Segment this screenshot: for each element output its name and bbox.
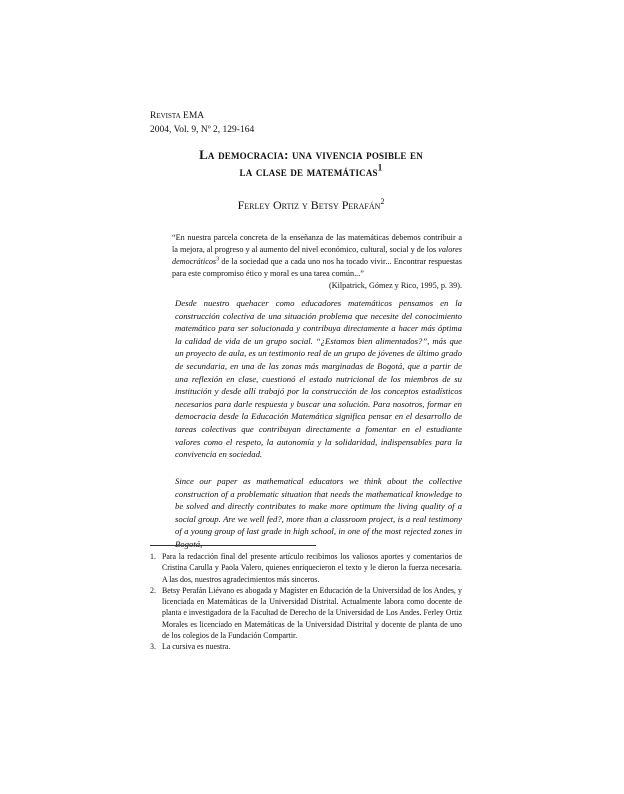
abstract-spanish: Desde nuestro quehacer como educadores matemáticos pensamos en la construcción colectiva de una situación problema que necesite del conocimiento matemático para ser solucionada y contribuya directamente a hacer más óptima la calidad de vida de un grupo social. “¿Estamos bien alimentados?”, más que un proyecto de aula, es un testimonio real de un grupo de jóvenes de último grado de secundaria, en una de las zonas más marginadas de Bogotá, que a partir de una reflexión en clase, cuestionó el estado nutricional de los miembros de su institución y desde allí trabajó por la construcción de los conceptos estadísticos necesarios para darle respuesta y buscar una solución. Para nosotros, formar en democracia desde la Educación Matemática significa pensar en el desarrollo de tareas colectivas que contribuyan directamente a fomentar en el estudiante valores como el respeto, la autonomía y la solidaridad, indispensables para la convivencia en sociedad. [175, 298, 462, 460]
authors-footnote-mark[interactable]: 2 [380, 197, 385, 206]
journal-citation: 2004, Vol. 9, Nº 2, 129-164 [150, 125, 255, 135]
footnote-number: 2. [150, 585, 156, 595]
article-title [150, 146, 472, 180]
footnotes [150, 551, 462, 653]
footnote-1 [150, 551, 462, 585]
journal-name: Revista EMA [150, 111, 205, 121]
article-authors: Ferley Ortiz y Betsy Perafán$^2$ [237, 197, 385, 212]
footnote-divider [150, 545, 316, 546]
footnote-3 [150, 641, 462, 652]
footnote-text: Betsy Perafán Liévano es abogada y Magíster en Educación de la Universidad de los Andes, y licenciada en Matemáticas de la Universidad Distrital. Actualmente labora como docente de planta e investigadora de la Facultad de Derecho de la Universidad de Los Andes. Ferley Ortiz Morales es licenciado en Matemáticas de la Universidad Distrital y docente de planta de uno de los colegios de la Fundación Compartir. [162, 585, 462, 641]
footnote-text: Para la redacción final del presente artículo recibimos los valiosos aportes y comentarios de Cristina Carulla y Paola Valero, quienes enriquecieron el texto y le dieron la fuerza necesaria. A las dos, nuestros agradecimientos más sinceros. [162, 552, 462, 584]
epigraph-italic-phrase: valores democráticos [172, 245, 462, 266]
abstract-english: Since our paper as mathematical educators we think about the collective construction of a problematic situation that needs the mathematical knowledge to be solved and directly contributes to make more optimum the living quality of a social group. Are we well fed?, more than a classroom project, is a real testimony of a young group of last grade in high school, in one of the most rejected zones in Bogotá, [175, 476, 462, 549]
epigraph-attribution: (Kilpatrick, Gómez y Rico, 1995, p. 39). [328, 281, 462, 290]
footnote-number: 1. [150, 552, 156, 561]
epigraph-footnote-mark[interactable]: 3 [216, 256, 220, 263]
epigraph-quote: “En nuestra parcela concreta de la enseñanza de las matemáticas debemos contribuir a la mejora, al progreso y al aumento del nivel económico, cultural, social y de los valores democráticos$^3$ de la sociedad que a cada uno nos ha tocado vivir... Encontrar respuestas para este compromiso ético y moral es una tarea común...” [172, 233, 462, 278]
journal-header [150, 109, 254, 137]
title-block [150, 146, 472, 213]
title-line-1: La democracia: una vivencia posible en [199, 147, 423, 162]
footnote-text: La cursiva es nuestra. [162, 642, 231, 652]
title-line-2: la clase de matemáticas$^1$ [239, 162, 383, 179]
footnote-2 [150, 585, 462, 641]
footnote-number: 3. [150, 642, 156, 652]
title-footnote-mark[interactable]: 1 [377, 162, 383, 173]
epigraph [172, 232, 462, 292]
